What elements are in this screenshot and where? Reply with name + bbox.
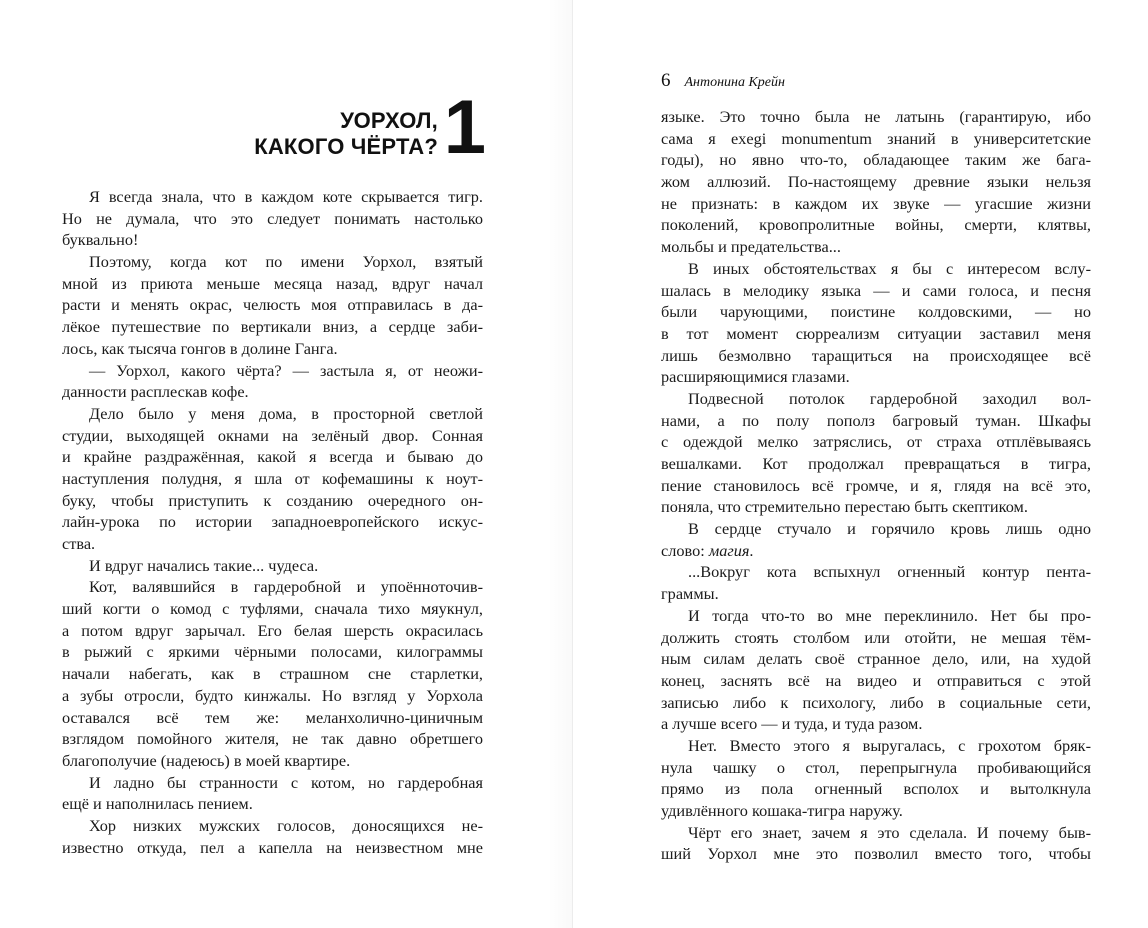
text-line: мной из приюта меньше месяца назад, вдруг начал — [62, 273, 483, 293]
text-line: лёкое путешествие по вертикали вниз, а сердце заби- — [62, 317, 483, 337]
text-line: Кот, валявшийся в гардеробной и упоённоточив- — [89, 577, 483, 597]
text-line: В сердце стучало и горячило кровь лишь одно — [688, 519, 1091, 539]
text-line: благополучие (надеюсь) в моей квартире. — [62, 750, 351, 770]
text-line: известно откуда, пел а капелла на неизвестном мне — [62, 837, 483, 857]
text-line: языке. Это точно была не латынь (гарантирую, ибо — [661, 107, 1091, 126]
text-line: Дело было у меня дома, в просторной светлой — [89, 403, 483, 423]
text-line: конец, заснять всё на видео и отправиться с этой — [661, 670, 1091, 690]
emphasized-word: магия — [708, 540, 750, 560]
text-line: ства. — [62, 534, 96, 553]
text-line: Нет. Вместо этого я выругалась, с грохотом бряк- — [688, 735, 1091, 755]
text-line: буквально! — [62, 230, 139, 250]
right-page-body-text — [661, 106, 1091, 865]
text-line: с одеждой мелко затряслись, от страха отплёвываясь — [661, 432, 1091, 452]
chapter-heading — [230, 85, 486, 170]
page-number: 6 — [661, 70, 671, 91]
chapter-title-line-2: КАКОГО ЧЁРТА? — [254, 134, 438, 159]
text-line: нами, а по полу пополз багровый туман. Шкафы — [661, 410, 1091, 430]
text-line: ...Вокруг кота вспыхнул огненный контур пента- — [688, 562, 1091, 582]
text-line: расширяющимися глазами. — [661, 367, 850, 387]
text-line: нула чашку о стол, перепрыгнула пробивающийся — [661, 757, 1091, 777]
text-line: удивлённого кошака-тигра наружу. — [661, 801, 903, 820]
text-line-with-emphasis — [661, 540, 1091, 562]
text-line: были чарующими, поистине колдовскими, — но — [661, 302, 1091, 322]
text-line: сама я exegi monumentum знаний в университетские — [661, 128, 1091, 148]
text-line: И тогда что-то во мне переклинило. Нет бы про- — [688, 605, 1091, 625]
text-line: ещё и наполнилась пением. — [62, 794, 253, 814]
text-line: пение становилось всё громче, и я, глядя на всё это, — [661, 475, 1091, 495]
text-line: ным силам делать своё странное дело, или, на худой — [661, 649, 1091, 669]
text-line: в тот момент сюрреализм ситуации заставил меня — [661, 323, 1091, 343]
chapter-number: 1 — [443, 85, 486, 170]
text-line: граммы. — [661, 584, 719, 604]
text-line: поколений, кровопролитные войны, смерти, клятвы, — [661, 215, 1091, 235]
text-line: записью либо к психологу, либо в социальные сети, — [661, 692, 1091, 712]
text-line: лайн-урока по истории западноевропейского искус- — [62, 512, 483, 532]
text-line: наступления полудня, я шла от кофемашины к ноут- — [62, 468, 483, 488]
text-line: а зубы отросли, будто кинжалы. Но взгляд у Уорхола — [62, 685, 483, 705]
left-page — [0, 0, 572, 928]
text-line: не признать: в каждом их звуке — угасшие жизни — [661, 193, 1091, 213]
gutter-shadow-left — [548, 0, 572, 928]
text-line: поняла, что стремительно перестаю быть скептиком. — [661, 497, 1028, 517]
left-page-body-text — [62, 186, 483, 858]
text-line: в рыжий с яркими чёрными полосами, килограммы — [62, 642, 483, 662]
running-head-author: Антонина Крейн — [684, 75, 785, 90]
text-line: студии, выходящей окнами на зелёный двор. Сонная — [62, 425, 483, 445]
chapter-title — [254, 108, 438, 160]
text-line: Но не думала, что это следует понимать настолько — [62, 208, 483, 228]
text-line: В иных обстоятельствах я бы с интересом вслу- — [688, 258, 1091, 278]
text-line: шалась в мелодику языка — и сами голоса, и песня — [661, 280, 1091, 300]
text-line: И вдруг начались такие... чудеса. — [89, 555, 319, 575]
text-line: расти и менять окрас, челюсть моя отправилась в да- — [62, 295, 483, 315]
text-line: прямо из пола огненный всполох и вытолкнула — [661, 779, 1091, 799]
text-line: ший Уорхол мне это позволил вместо того, чтобы — [661, 844, 1091, 864]
text-line: Чёрт его знает, зачем я это сделала. И почему быв- — [688, 822, 1091, 842]
text-line: Хор низких мужских голосов, доносящихся не- — [89, 815, 483, 835]
text-line: вешалками. Кот продолжал превращаться в тигра, — [661, 454, 1091, 473]
text-fragment: . — [749, 540, 754, 560]
text-line: мольбы и предательства... — [661, 237, 841, 257]
text-line: а лучше всего — и туда, и туда разом. — [661, 714, 923, 734]
text-line: а потом вдруг зарычал. Его белая шерсть окрасилась — [62, 620, 483, 640]
text-line: начали набегать, как в страшном сне старлетки, — [62, 664, 483, 684]
text-line: оставался всё тем же: меланхолично-циничным — [62, 707, 483, 727]
chapter-title-line-1: УОРХОЛ, — [340, 108, 438, 133]
text-line: лось, как тысяча гонгов в долине Ганга. — [62, 338, 338, 358]
text-line: взглядом помойного жителя, не так давно обретшего — [62, 729, 483, 749]
text-line: Подвесной потолок гардеробной заходил вол- — [688, 388, 1091, 408]
running-head — [661, 70, 785, 92]
text-line: должить стоять столбом или отойти, не мешая тём- — [661, 627, 1091, 647]
text-line: данности расплескав кофе. — [62, 382, 249, 402]
text-line: ший когти о комод с туфлями, сначала тихо мяукнул, — [62, 599, 483, 619]
text-line: и крайне раздражённая, какой я всегда и бываю до — [62, 447, 483, 467]
text-line: жом аллюзий. По-настоящему древние языки нельзя — [661, 172, 1091, 192]
text-line: Я всегда знала, что в каждом коте скрывается тигр. — [89, 187, 483, 206]
text-line: лишь безмолвно таращиться на происходящее всё — [661, 345, 1091, 365]
text-line: годы), но явно что-то, обладающее таким же бага- — [661, 150, 1091, 170]
text-fragment: слово: — [661, 540, 709, 560]
text-line: И ладно бы странности с котом, но гардеробная — [89, 772, 483, 792]
text-line: Поэтому, когда кот по имени Уорхол, взятый — [89, 252, 483, 272]
text-line: — Уорхол, какого чёрта? — застыла я, от неожи- — [89, 360, 483, 380]
text-line: буку, чтобы приступить к созданию очередного он- — [62, 490, 483, 510]
